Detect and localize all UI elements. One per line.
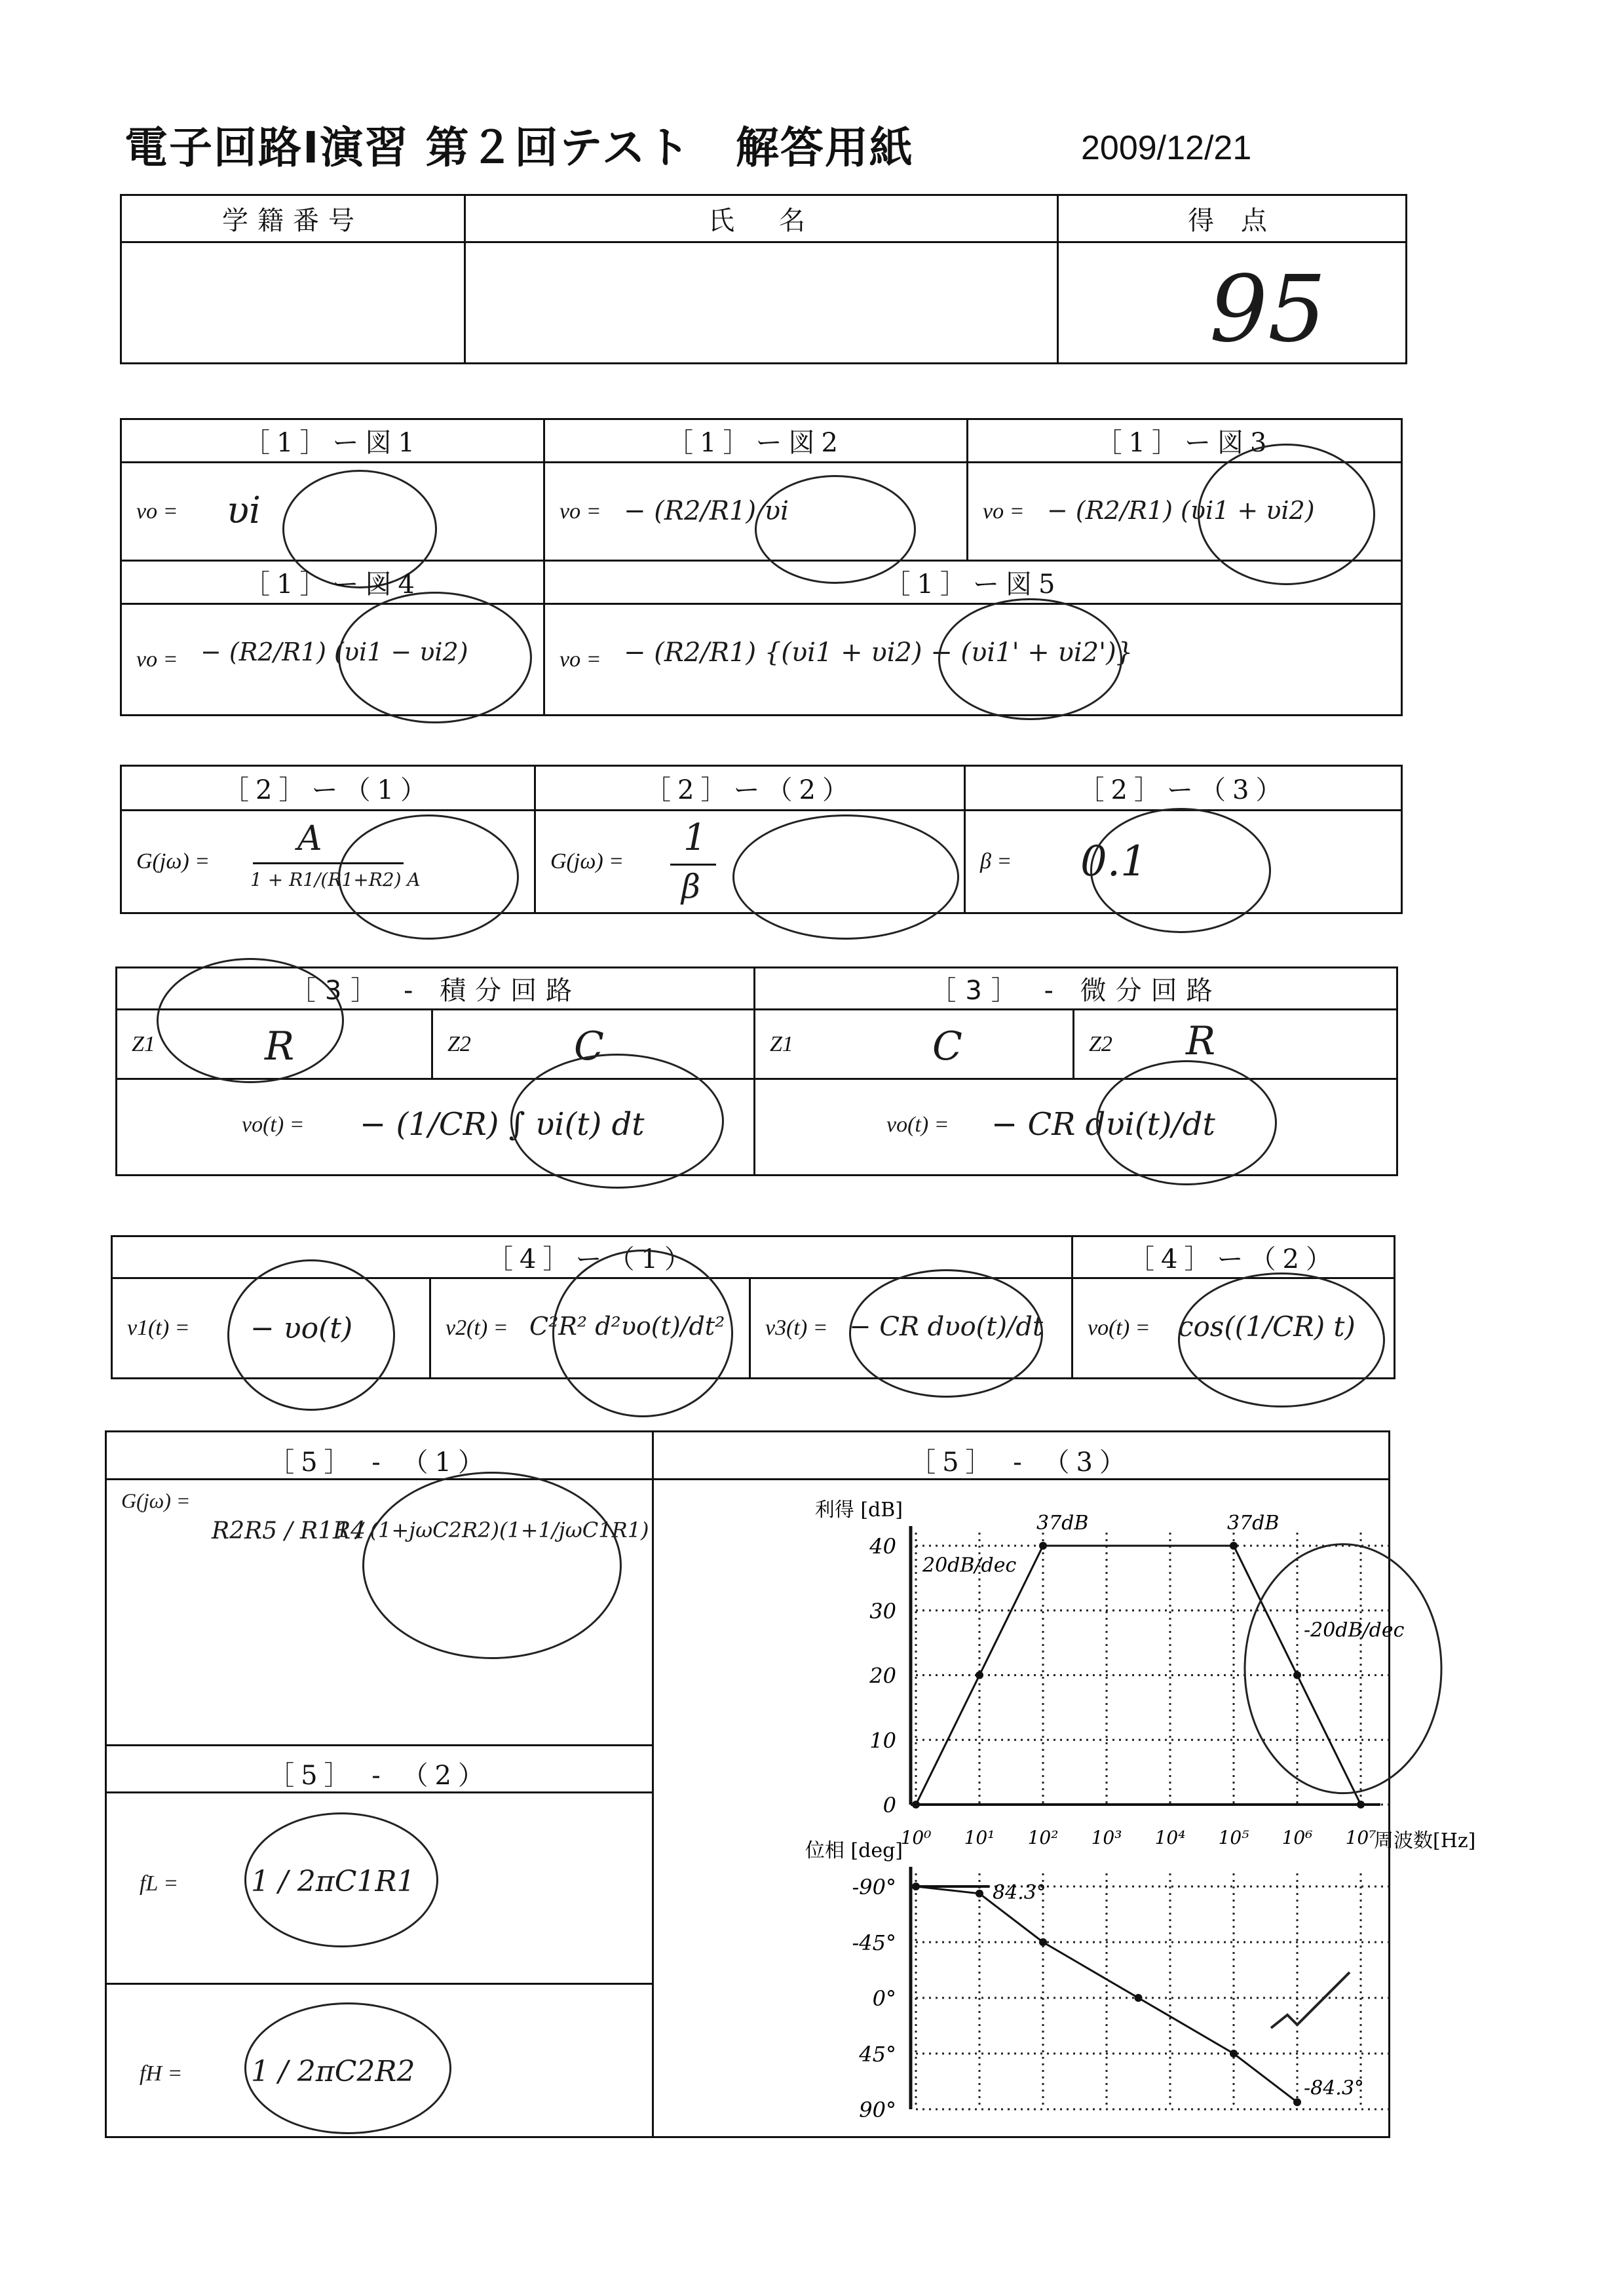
grading-circle [157,958,344,1083]
q3-int-vo-cell [117,1079,755,1176]
x-tick-label: 10⁷ [1345,1827,1376,1848]
q2-2-label: G(jω) = [550,849,624,873]
q3-differentiator-header: ［3］ - 微分回路 [755,968,1397,1010]
q5-1-answer-freq: 1 / (1+jωC2R2)(1+1/jωC1R1) [336,1518,649,1542]
q1-fig3-answer: − (R2/R1) (υi1 + υi2) [1047,496,1315,525]
annotation-label: 37dB [1036,1512,1089,1535]
series-line [916,1886,1297,2102]
q3-diff-z1-cell [755,1010,1074,1079]
q2-1-denominator: 1 + R1/(R1+R2) A [250,869,421,890]
annotation-label: 37dB [1227,1512,1280,1535]
y-tick-label: -45° [852,1930,896,1955]
q5-left-column [107,1432,654,2136]
score-cell [1058,242,1407,364]
y-tick-label: 45° [859,2042,896,2067]
q1-fig2-header: ［1］ー図2 [544,419,968,463]
data-point [1039,1542,1047,1550]
q1-fig1-header: ［1］ー図1 [121,419,544,463]
q1-fig4-answer-cell [121,604,544,716]
q2-3-header: ［2］ー（3） [965,766,1402,811]
q5-2-header: ［5］ - （2） [268,1761,491,1791]
x-tick-label: 10¹ [964,1827,995,1848]
q5-2-fl-answer: 1 / 2πC1R1 [251,1865,415,1898]
grading-circle [1245,1544,1441,1793]
q4-vo-cell [1072,1278,1395,1379]
q2-3-answer-cell [965,811,1402,913]
x-axis-label: 周波数[Hz] [1374,1829,1476,1852]
data-point [1135,1994,1143,2002]
q4-v2-cell [430,1278,750,1379]
divider [107,1478,652,1480]
q1-fig4-header: ［1］ー図4 [121,561,544,604]
section-3-table [115,966,1398,1176]
section-5-frame [105,1430,1476,2138]
divider [107,1791,652,1793]
q4-v2-label: v2(t) = [446,1316,508,1340]
q1-fig1-label: vo = [136,499,178,524]
q1-fig2-answer: − (R2/R1) υi [624,496,789,526]
exam-date: 2009/12/21 [1081,129,1252,167]
grading-circle [1178,1272,1385,1407]
y-tick-label: 0° [872,1986,896,2011]
q5-1-label: G(jω) = [121,1489,191,1512]
q3-diff-z1-answer: C [932,1024,962,1069]
q1-fig1-answer: υi [227,489,261,532]
student-name-header: 氏 名 [465,195,1058,242]
score-header: 得 点 [1058,195,1407,242]
student-info-table [120,194,1407,364]
q4-vo-label: vo(t) = [1088,1316,1150,1340]
q3-int-z2-label: Z2 [447,1031,471,1056]
grading-circle [849,1269,1043,1398]
q2-1-label: G(jω) = [136,849,210,873]
x-tick-label: 10⁴ [1154,1827,1186,1848]
grading-circle [938,598,1122,720]
x-tick-label: 10⁶ [1281,1827,1313,1848]
data-point [1230,1542,1238,1550]
q5-3-header: ［5］ - （3） [909,1447,1132,1478]
fraction-bar [670,864,716,866]
q3-diff-vo-label: vo(t) = [886,1113,949,1137]
q1-fig5-answer: − (R2/R1) {(υi1 + υi2) − (υi1' + υi2')} [624,638,1133,668]
annotation-label: -20dB/dec [1304,1618,1405,1642]
y-tick-label: 20 [869,1663,896,1689]
data-point [976,1890,983,1898]
q3-diff-vo-answer: − CR dυi(t)/dt [991,1106,1215,1143]
data-point [1039,1938,1047,1946]
divider [107,1744,652,1746]
q5-1-answer-gain: R2R5 / R1R4 [212,1518,366,1544]
grading-circle [362,1472,622,1659]
page-title: 電子回路Ⅰ演習 第２回テスト 解答用紙 [124,123,914,173]
annotation-label: -84.3° [1304,2076,1364,2100]
q1-fig1-answer-cell [121,463,544,561]
q4-vo-answer: cos((1/CR) t) [1178,1311,1356,1343]
q2-2-numerator: 1 [683,816,707,859]
x-tick-label: 10² [1027,1827,1059,1848]
q3-int-vo-label: vo(t) = [242,1113,305,1137]
q3-diff-z2-cell [1074,1010,1397,1079]
q1-fig5-answer-cell [544,604,1402,716]
grading-circle [552,1250,733,1417]
grading-circle [244,2002,451,2134]
grading-circle [732,814,959,940]
student-id-header: 学籍番号 [121,195,465,242]
q4-2-header: ［4］ー（2） [1072,1236,1395,1278]
q4-v2-answer: C²R² d²υo(t)/dt² [529,1312,725,1341]
y-axis-label: 位相 [deg] [805,1839,903,1862]
q5-2-fh-label: fH = [140,2061,183,2086]
q4-v1-cell [112,1278,430,1379]
q2-2-header: ［2］ー（2） [535,766,965,811]
section-2-table [120,765,1403,914]
student-id-cell [121,242,465,364]
y-tick-label: 90° [859,2097,896,2122]
data-point [1293,2098,1301,2106]
grading-circle [227,1259,395,1411]
grading-circle [338,814,519,940]
q2-3-answer: 0.1 [1080,837,1147,886]
y-axis-label: 利得 [dB] [814,1499,903,1521]
score-value: 95 [1209,256,1327,363]
q3-int-z1-answer: R [265,1024,295,1069]
divider [107,1983,652,1985]
q3-diff-z2-label: Z2 [1089,1031,1112,1056]
q4-v1-answer: − υo(t) [250,1312,353,1345]
q1-fig3-header: ［1］ー図3 [968,419,1402,463]
q2-2-denominator: β [681,868,700,906]
q3-int-z1-label: Z1 [132,1031,155,1056]
y-tick-label: 0 [882,1793,896,1818]
q4-v3-answer: − CR dυo(t)/dt [849,1312,1044,1342]
data-point [1230,2050,1238,2057]
q1-fig5-label: vo = [560,647,601,672]
grading-circle [1096,1060,1277,1185]
q4-v3-label: v3(t) = [765,1316,828,1340]
q1-fig4-answer: − (R2/R1) (υi1 − υi2) [200,638,468,666]
q3-diff-vo-cell [755,1079,1397,1176]
q5-1-header: ［5］ - （1） [268,1447,491,1478]
q5-2-fh-answer: 1 / 2πC2R2 [251,2055,415,2088]
section-1-table [120,418,1403,716]
data-point [976,1672,983,1679]
q4-v3-cell [750,1278,1072,1379]
y-tick-label: 40 [869,1534,896,1559]
y-tick-label: -90° [852,1875,896,1900]
q3-int-z2-answer: C [574,1024,604,1069]
annotation-label: 84.3° [993,1881,1046,1904]
q4-1-header: ［4］ー（1） [112,1236,1072,1278]
q5-2-fl-label: fL = [140,1871,179,1896]
q1-fig3-label: vo = [983,499,1025,524]
section-4-table [111,1235,1395,1379]
x-tick-label: 10³ [1091,1827,1122,1848]
grading-circle [244,1812,438,1947]
annotation-label: 20dB/dec [922,1554,1017,1577]
q4-v1-label: v1(t) = [127,1316,190,1340]
y-tick-label: 10 [869,1728,896,1753]
data-point [1293,1672,1301,1679]
x-tick-label: 10⁵ [1218,1827,1249,1848]
q2-1-answer-cell [121,811,535,913]
q2-1-header: ［2］ー（1） [121,766,535,811]
q1-fig4-label: vo = [136,647,178,672]
q1-fig2-label: vo = [560,499,601,524]
q3-integrator-header: ［3］ - 積分回路 [117,968,755,1010]
grading-circle [1090,808,1271,933]
x-tick-label: 10⁰ [900,1827,932,1848]
q3-int-z1-cell [117,1010,432,1079]
q3-diff-z1-label: Z1 [770,1031,793,1056]
q2-3-label: β = [980,849,1012,873]
q1-fig2-answer-cell [544,463,968,561]
q1-fig5-header: ［1］ー図5 [544,561,1402,604]
q3-diff-z2-answer: R [1186,1018,1216,1064]
grading-circle [338,592,532,723]
q2-2-answer-cell [535,811,965,913]
q2-1-numerator: A [297,819,322,858]
student-name-cell [465,242,1058,364]
check-mark-icon [1268,1966,1353,2038]
q3-int-vo-answer: − (1/CR) ∫ υi(t) dt [360,1106,645,1143]
q1-fig3-answer-cell [968,463,1402,561]
y-tick-label: 30 [869,1598,896,1624]
grading-circle [510,1054,724,1189]
